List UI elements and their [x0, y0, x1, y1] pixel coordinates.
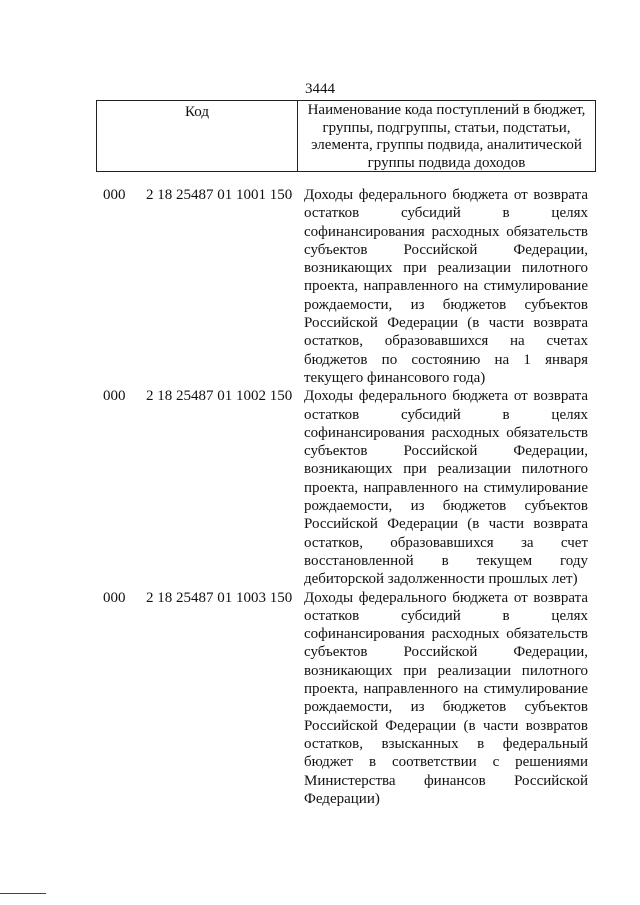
income-code-list [0, 186, 640, 808]
table-row [0, 589, 640, 809]
row-income-code: 2 18 25487 01 1002 150 [146, 388, 293, 405]
row-description: Доходы федерального бюджета от возврата остатков субсидий в целях софинансирования расходных обязательств субъектов Российской Федерации, возникающих при реализации пилотного проекта, направленного на стимулирование рождаемости, из бюджетов субъектов Российской Федерации (в части возврата остатков, образовавшихся на счетах бюджетов по состоянию на 1 января текущего финансового года) [304, 187, 588, 386]
row-admin-code: 000 [103, 187, 126, 203]
page-number: 3444 [305, 81, 335, 97]
table-row [0, 387, 640, 588]
table-header [96, 100, 596, 172]
row-income-code: 2 18 25487 01 1001 150 [146, 187, 293, 203]
footer-divider [0, 893, 46, 894]
row-description: Доходы федерального бюджета от возврата остатков субсидий в целях софинансирования расходных обязательств субъектов Российской Федерации, возникающих при реализации пилотного проекта, направленного на стимулирование рождаемости, из бюджетов субъектов Российской Федерации (в части возвратов остатков, взысканных в федеральный бюджет в соответствии с решениями Министерства финансов Российской Федерации) [304, 589, 588, 807]
row-description: Доходы федерального бюджета от возврата остатков субсидий в целях софинансирования расходных обязательств субъектов Российской Федерации, возникающих при реализации пилотного проекта, направленного на стимулирование рождаемости, из бюджетов субъектов Российской Федерации (в части возврата остатков, образовавшихся за счет восстановленной в текущем году дебиторской задолженности прошлых лет) [304, 388, 588, 588]
header-code-column: Код [97, 101, 298, 171]
table-row [0, 186, 640, 387]
row-income-code: 2 18 25487 01 1003 150 [146, 589, 293, 606]
row-admin-code: 000 [103, 589, 126, 606]
header-name-column: Наименование кода поступлений в бюджет, группы, подгруппы, статьи, подстатьи, элемента, группы подвида, аналитической группы подвида доходов [307, 102, 586, 171]
row-admin-code: 000 [103, 388, 126, 405]
